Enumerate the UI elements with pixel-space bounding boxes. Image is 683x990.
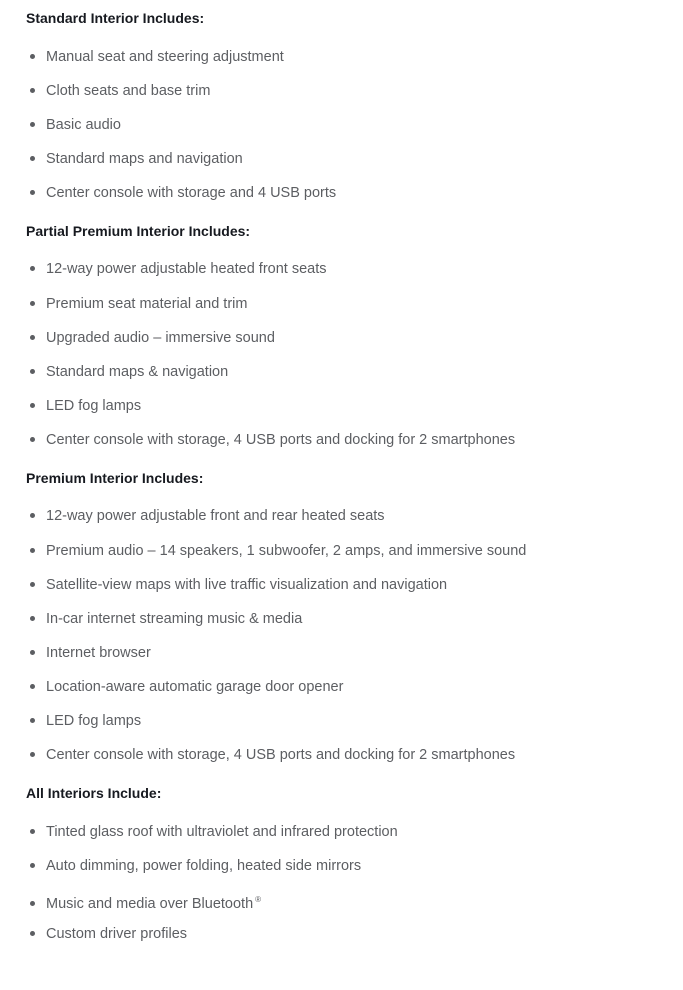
list-item [30,259,327,279]
bullet-icon [30,301,35,306]
bullet-icon [30,513,35,518]
list-item [30,643,151,663]
list-item [30,506,385,526]
item-text: Cloth seats and base trim [46,83,211,99]
list-item [30,609,302,629]
list-item [30,575,447,595]
list-item [30,745,515,765]
list-item [30,294,247,314]
item-text: Music and media over Bluetooth [46,895,254,912]
section-heading: Partial Premium Interior Includes: [26,223,251,239]
bullet-icon [30,582,35,587]
item-text: Upgraded audio – immersive sound [46,330,275,346]
item-text: Internet browser [46,645,151,661]
item-text: Premium audio – 14 speakers, 1 subwoofer, 2 amps, and immersive sound [46,543,527,559]
item-text: LED fog lamps [46,713,142,729]
bullet-icon [30,718,35,723]
section-heading: Premium Interior Includes: [26,470,204,486]
item-text: Center console with storage, 4 USB ports and docking for 2 smartphones [46,432,516,448]
bullet-icon [30,122,35,127]
bullet-icon [30,369,35,374]
list-item [30,890,261,910]
item-text: Standard maps & navigation [46,364,229,380]
item-text: Satellite-view maps with live traffic visualization and navigation [46,577,448,593]
list-item [30,822,398,842]
item-text: Basic audio [46,117,121,133]
section-heading: All Interiors Include: [26,785,162,801]
bullet-icon [30,863,35,868]
list-item [30,362,228,382]
list-item [30,856,361,876]
bullet-icon [30,650,35,655]
list-item [30,396,141,416]
item-text: Auto dimming, power folding, heated side mirrors [46,858,362,874]
item-text: LED fog lamps [46,398,142,414]
bullet-icon [30,684,35,689]
bullet-icon [30,190,35,195]
item-text: 12-way power adjustable heated front seats [46,261,327,277]
list-item [30,711,141,731]
item-text: Custom driver profiles [46,926,188,942]
list-item [30,149,243,169]
bullet-icon [30,266,35,271]
item-text: In-car internet streaming music & media [46,611,303,627]
list-item [30,677,343,697]
bullet-icon [30,88,35,93]
list-item [30,541,526,561]
item-text: Premium seat material and trim [46,296,248,312]
bullet-icon [30,931,35,936]
item-text: Center console with storage and 4 USB ports [46,185,337,201]
list-item [30,924,187,944]
item-text: 12-way power adjustable front and rear heated seats [46,508,385,524]
bullet-icon [30,437,35,442]
item-text: Standard maps and navigation [46,151,243,167]
bullet-icon [30,616,35,621]
bullet-icon [30,403,35,408]
item-text: Tinted glass roof with ultraviolet and infrared protection [46,824,398,840]
item-text: Location-aware automatic garage door opener [46,679,344,695]
section-heading: Standard Interior Includes: [26,10,205,26]
bullet-icon [30,901,35,906]
bullet-icon [30,829,35,834]
list-item [30,430,515,450]
list-item [30,183,336,203]
list-item [30,115,121,135]
bullet-icon [30,156,35,161]
bullet-icon [30,335,35,340]
list-item [30,328,275,348]
bullet-icon [30,54,35,59]
bullet-icon [30,752,35,757]
list-item [30,47,284,67]
item-text: Manual seat and steering adjustment [46,49,284,65]
item-text: Center console with storage, 4 USB ports and docking for 2 smartphones [46,747,516,763]
bullet-icon [30,548,35,553]
list-item [30,81,210,101]
registered-trademark-mark: ® [255,895,262,904]
